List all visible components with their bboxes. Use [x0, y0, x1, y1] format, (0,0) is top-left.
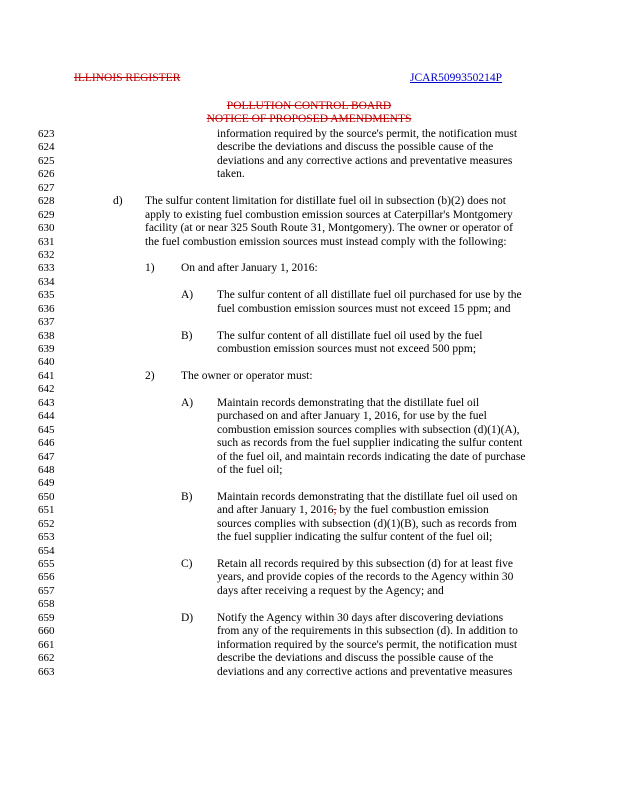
- text-line: On and after January 1, 2016:: [181, 262, 318, 275]
- text-line: The sulfur content of all distillate fuel oil purchased for use by the: [217, 289, 522, 302]
- line-number: 638: [38, 329, 55, 342]
- line-number: 628: [38, 195, 55, 208]
- text-fragment: and after January 1, 2016: [217, 504, 334, 517]
- line-number: 645: [38, 423, 55, 436]
- text-line: the fuel supplier indicating the sulfur content of the fuel oil;: [217, 531, 493, 544]
- text-line: deviations and any corrective actions and preventative measures: [217, 665, 513, 678]
- text-line: information required by the source's permit, the notification must: [217, 128, 518, 140]
- text-line: Maintain records demonstrating that the distillate fuel oil used on: [217, 490, 518, 503]
- line-number: 642: [38, 383, 55, 396]
- line-number: 625: [38, 154, 55, 167]
- text-line: facility (at or near 325 South Route 31, Montgomery). The owner or operator of: [145, 222, 514, 235]
- line-number: 640: [38, 356, 55, 369]
- struck-comma: ,: [333, 504, 337, 517]
- text-line: information required by the source's permit, the notification must: [217, 638, 518, 651]
- line-number: 663: [38, 665, 55, 678]
- line-number: 651: [38, 504, 55, 517]
- line-number: 636: [38, 302, 55, 315]
- subparagraph-label: B): [181, 490, 193, 503]
- line-number: 639: [38, 343, 55, 355]
- line-number: 646: [38, 437, 55, 450]
- text-line: The sulfur content of all distillate fuel oil used by the fuel: [217, 329, 483, 342]
- text-line: sources complies with subsection (d)(1)(B), such as records from: [217, 517, 517, 530]
- text-line: The sulfur content limitation for distillate fuel oil in subsection (b)(2) does not: [145, 195, 506, 208]
- line-number: 643: [38, 396, 55, 409]
- text-line: the fuel combustion emission sources must instead comply with the following:: [145, 235, 507, 248]
- text-line: describe the deviations and discuss the possible cause of the: [217, 141, 494, 154]
- line-number: 658: [38, 598, 55, 611]
- line-number: 623: [38, 128, 55, 140]
- text-line: Maintain records demonstrating that the distillate fuel oil: [217, 396, 480, 409]
- line-number: 653: [38, 531, 55, 544]
- text-line: Notify the Agency within 30 days after discovering deviations: [217, 611, 504, 624]
- notice-title: NOTICE OF PROPOSED AMENDMENTS: [206, 113, 412, 125]
- line-number: 633: [38, 262, 55, 275]
- subparagraph-label: A): [181, 289, 194, 302]
- line-number: 635: [38, 289, 55, 302]
- line-number: 662: [38, 652, 55, 665]
- text-line: combustion emission sources must not exceed 500 ppm;: [217, 343, 477, 355]
- paragraph-label: 2): [145, 369, 155, 382]
- agency-name: POLLUTION CONTROL BOARD: [226, 100, 392, 112]
- line-number: 632: [38, 248, 55, 261]
- text-line: combustion emission sources complies with subsection (d)(1)(A),: [217, 423, 520, 436]
- line-number: 648: [38, 463, 55, 476]
- line-number: 654: [38, 544, 55, 557]
- line-number: 624: [38, 141, 55, 154]
- subparagraph-label: C): [181, 558, 193, 570]
- text-line: purchased on and after January 1, 2016, for use by the fuel: [217, 410, 487, 423]
- text-line: The owner or operator must:: [181, 369, 313, 382]
- agency-heading: [0, 100, 618, 126]
- document-body: [0, 128, 618, 679]
- line-number: 626: [38, 168, 55, 181]
- line-number: 637: [38, 316, 55, 329]
- line-number: 634: [38, 275, 55, 288]
- text-line: such as records from the fuel supplier indicating the sulfur content: [217, 437, 523, 450]
- text-line: fuel combustion emission sources must not exceed 15 ppm; and: [217, 302, 511, 315]
- subparagraph-label: D): [181, 611, 194, 624]
- line-number: 656: [38, 571, 55, 584]
- line-number: 652: [38, 517, 55, 530]
- line-number: 629: [38, 208, 55, 221]
- paragraph-label: 1): [145, 262, 155, 275]
- line-number: 630: [38, 222, 55, 235]
- text-line: of the fuel oil, and maintain records indicating the date of purchase: [217, 450, 526, 463]
- subsection-label: d): [113, 195, 123, 208]
- subparagraph-label: A): [181, 396, 194, 409]
- line-number: 647: [38, 450, 55, 463]
- text-line: days after receiving a request by the Agency; and: [217, 584, 444, 597]
- line-number: 655: [38, 558, 55, 570]
- line-number: 650: [38, 490, 55, 503]
- text-line: Retain all records required by this subsection (d) for at least five: [217, 558, 514, 570]
- line-number: 660: [38, 625, 55, 638]
- register-title: ILLINOIS REGISTER: [74, 72, 181, 84]
- text-line: from any of the requirements in this subsection (d). In addition to: [217, 625, 518, 638]
- line-number: 649: [38, 477, 55, 490]
- line-number: 644: [38, 410, 55, 423]
- line-number: 627: [38, 181, 55, 194]
- text-line: of the fuel oil;: [217, 463, 283, 476]
- text-fragment: by the fuel combustion emission: [336, 504, 489, 517]
- line-number: 631: [38, 235, 55, 248]
- subparagraph-label: B): [181, 329, 193, 342]
- line-number: 661: [38, 638, 55, 651]
- text-line: deviations and any corrective actions and preventative measures: [217, 154, 513, 167]
- text-line: taken.: [217, 168, 245, 181]
- line-number: 657: [38, 584, 55, 597]
- text-line: apply to existing fuel combustion emission sources at Caterpillar's Montgomery: [145, 208, 513, 221]
- text-line: describe the deviations and discuss the possible cause of the: [217, 652, 494, 665]
- line-number: 659: [38, 611, 55, 624]
- jcar-code: JCAR5099350214P: [410, 72, 503, 84]
- line-number: 641: [38, 369, 55, 382]
- text-line: [217, 504, 489, 517]
- text-line: years, and provide copies of the records to the Agency within 30: [217, 571, 514, 584]
